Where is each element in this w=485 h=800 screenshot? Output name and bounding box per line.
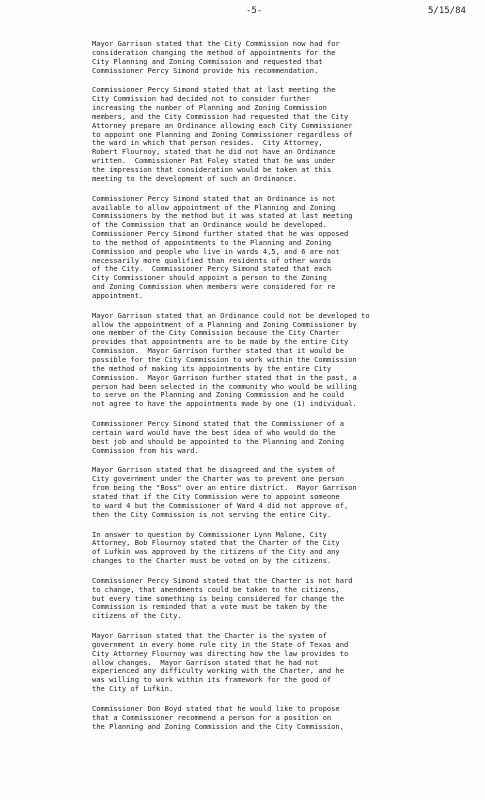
text-line: government in every home rule city in the State of Texas and bbox=[92, 639, 349, 649]
text-line: members, and the City Commission had requested that the City bbox=[92, 111, 349, 121]
text-line: Robert Flournoy, stated that he did not have an Ordinance bbox=[92, 147, 336, 157]
text-line: City government under the Charter was to prevent one person bbox=[92, 474, 344, 484]
paragraph bbox=[92, 632, 440, 694]
page-date: 5/15/84 bbox=[428, 6, 466, 16]
text-line: allow changes. Mayor Garrison stated that he had not bbox=[92, 657, 319, 667]
text-line: Commissioner Percy Simond stated that the Charter is not hard bbox=[92, 575, 353, 585]
paragraph bbox=[92, 86, 440, 183]
text-line: of the Commission that an Ordinance would be developed. bbox=[92, 220, 327, 230]
text-line: necessarily more qualified than residents of other wards bbox=[92, 255, 332, 265]
text-line: Mayor Garrison stated that he disagreed and the system of bbox=[92, 465, 336, 475]
text-line: Attorney prepare an Ordinance allowing each City Commissioner bbox=[92, 120, 353, 130]
paragraph bbox=[92, 312, 440, 409]
text-line: Commissioners by the method but it was stated at last meeting bbox=[92, 211, 353, 221]
minutes-body bbox=[92, 40, 440, 732]
text-line: Commission and people who live in wards 4,5, and 6 are not bbox=[92, 246, 340, 256]
text-line: Commission from his ward. bbox=[92, 445, 199, 455]
text-line: Commission. Mayor Garrison further stated that in the past, a bbox=[92, 372, 357, 382]
text-line: Commissioner Percy Simond stated that at last meeting the bbox=[92, 85, 336, 95]
text-line: City Commissioner should appoint a person to the Zoning bbox=[92, 273, 327, 283]
text-line: Commissioner Percy Simond stated that an Ordinance is not bbox=[92, 193, 336, 203]
text-line: available to allow appointment of the Planning and Zoning bbox=[92, 202, 336, 212]
text-line: Mayor Garrison stated that the Charter is the system of bbox=[92, 631, 327, 641]
text-line: City Attorney Flournoy was directing how the law provides to bbox=[92, 648, 349, 658]
text-line: of the City. Commissioner Percy Simond stated that each bbox=[92, 264, 332, 274]
paragraph bbox=[92, 531, 440, 566]
text-line: City Planning and Zoning Commission and requested that bbox=[92, 56, 323, 66]
text-line: allow the appointment of a Planning and Zoning Commissioner by bbox=[92, 319, 357, 329]
text-line: best job and should be appointed to the Planning and Zoning bbox=[92, 436, 344, 446]
text-line: the method of making its appointments by the entire City bbox=[92, 363, 332, 373]
text-line: changes to the Charter must be voted on by the citizens. bbox=[92, 556, 332, 566]
text-line: appointment. bbox=[92, 290, 144, 300]
text-line: to appoint one Planning and Zoning Commissioner regardless of bbox=[92, 129, 353, 139]
text-line: to the method of appointments to the Planning and Zoning bbox=[92, 237, 332, 247]
text-line: certain ward would have the best idea of who would do the bbox=[92, 427, 336, 437]
paragraph bbox=[92, 466, 440, 519]
paragraph bbox=[92, 40, 440, 75]
paragraph bbox=[92, 420, 440, 455]
text-line: was willing to work within its framework for the good of bbox=[92, 675, 332, 685]
text-line: possible for the City Commission to work within the Commission bbox=[92, 355, 357, 364]
text-line: stated that if the City Commission were to appoint someone bbox=[92, 491, 340, 501]
text-line: provides that appointments are to be made by the entire City bbox=[92, 337, 349, 347]
page-number: -5- bbox=[246, 6, 263, 16]
text-line: increasing the number of Planning and Zoning Commission bbox=[92, 103, 327, 113]
paragraph bbox=[92, 705, 440, 732]
text-line: of Lufkin was approved by the citizens of the City and any bbox=[92, 547, 340, 557]
text-line: Commission. Mayor Garrison further stated that it would be bbox=[92, 346, 344, 356]
text-line: to change, that amendments could be taken to the citizens, bbox=[92, 584, 340, 594]
text-line: consideration changing the method of appointments for the bbox=[92, 47, 336, 57]
paragraph bbox=[92, 195, 440, 301]
text-line: Commission is reminded that a vote must be taken by the bbox=[92, 602, 327, 612]
text-line: Commissioner Percy Simond further stated that he was opposed bbox=[92, 229, 349, 239]
text-line: from being the "Boss" over an entire district. Mayor Garrison bbox=[92, 483, 357, 493]
text-line: then the City Commission is not serving the entire City. bbox=[92, 509, 332, 519]
text-line: and Zoning Commission when members were considered for re bbox=[92, 282, 336, 292]
text-line: person had been selected in the community who would be willing bbox=[92, 381, 357, 391]
text-line: written. Commissioner Pat Foley stated that he was under bbox=[92, 156, 336, 166]
text-line: City Commission had decided not to consider further bbox=[92, 94, 310, 104]
text-line: the City of Lufkin. bbox=[92, 684, 174, 694]
text-line: Commissioner Percy Simond stated that the Commissioner of a bbox=[92, 419, 344, 429]
text-line: Mayor Garrison stated that an Ordinance could not be developed to bbox=[92, 310, 370, 320]
text-line: one member of the City Commission because the City Charter bbox=[92, 328, 340, 338]
text-line: to ward 4 but the Commissioner of Ward 4 did not approve of, bbox=[92, 500, 349, 510]
text-line: the ward in which that person resides. City Attorney, bbox=[92, 138, 323, 148]
text-line: not agree to have the appointments made by one (1) individual. bbox=[92, 399, 357, 409]
paragraph bbox=[92, 577, 440, 621]
text-line: experienced any difficulty working with the Charter, and he bbox=[92, 666, 344, 676]
text-line: to serve on the Planning and Zoning Commission and he could bbox=[92, 390, 344, 400]
text-line: the Planning and Zoning Commission and the City Commission, bbox=[92, 721, 344, 731]
text-line: In answer to question by Commissioner Lynn Malone, City bbox=[92, 529, 327, 539]
text-line: Commissioner Don Boyd stated that he would like to propose bbox=[92, 704, 340, 713]
text-line: meeting to the development of such an Ordinance. bbox=[92, 173, 297, 183]
text-line: that a Commissioner recommend a person for a position on bbox=[92, 712, 332, 722]
text-line: Attorney, Bob Flournoy stated that the Charter of the City bbox=[92, 538, 340, 548]
text-line: citizens of the City. bbox=[92, 611, 182, 621]
text-line: but every time something is being considered for change the bbox=[92, 593, 344, 603]
text-line: Mayor Garrison stated that the City Commission now had for bbox=[92, 39, 340, 48]
text-line: Commissioner Percy Simond provide his recommendation. bbox=[92, 65, 319, 75]
text-line: the impression that consideration would be taken at this bbox=[92, 164, 332, 174]
